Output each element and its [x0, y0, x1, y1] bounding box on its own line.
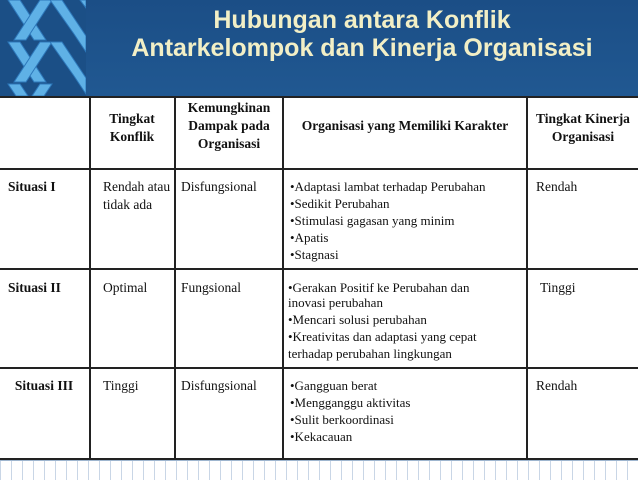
header-performance: Tingkat Kinerja Organisasi	[536, 111, 630, 144]
table-col-divider-4	[526, 96, 528, 460]
list-item: •Kreativitas dan adaptasi yang cepat	[288, 329, 477, 344]
row2-level: Optimal	[103, 280, 148, 295]
row3-level: Tinggi	[103, 378, 139, 393]
braid-decoration	[0, 0, 86, 96]
row1-impact: Disfungsional	[181, 179, 257, 194]
list-item: •Stimulasi gagasan yang minim	[290, 213, 455, 228]
table-col-divider-1	[89, 96, 91, 460]
list-item: •Mengganggu aktivitas	[290, 395, 411, 410]
row1-level: Rendah atau tidak ada	[103, 179, 171, 212]
table-border-top	[0, 96, 638, 98]
list-item: •Gerakan Positif ke Perubahan dan	[288, 280, 470, 295]
header-impact: Kemungkinan Dampak pada Organisasi	[187, 100, 271, 151]
bottom-pattern-strip	[0, 460, 638, 480]
list-item: •Kekacauan	[290, 429, 353, 444]
list-item: •Sulit berkoordinasi	[290, 412, 394, 427]
title-line-2: Antarkelompok dan Kinerja Organisasi	[131, 34, 593, 62]
list-item: inovasi perubahan	[288, 295, 383, 310]
row1-performance: Rendah	[536, 179, 578, 194]
row2-situation: Situasi II	[8, 280, 61, 295]
row3-situation: Situasi III	[14, 378, 74, 393]
list-item: •Stagnasi	[290, 247, 339, 262]
row3-impact: Disfungsional	[181, 378, 257, 393]
list-item: •Mencari solusi perubahan	[288, 312, 427, 327]
title-line-1: Hubungan antara Konflik	[213, 6, 511, 34]
row2-performance: Tinggi	[540, 280, 576, 295]
list-item: •Sedikit Perubahan	[290, 196, 390, 211]
row3-traits	[290, 377, 524, 445]
list-item: •Apatis	[290, 230, 329, 245]
row2-traits	[288, 281, 524, 362]
list-item: terhadap perubahan lingkungan	[288, 346, 452, 361]
table-divider-row2	[0, 367, 638, 369]
row3-performance: Rendah	[536, 378, 578, 393]
table-divider-row1	[0, 268, 638, 270]
slide-title	[86, 6, 638, 62]
row1-traits	[290, 178, 524, 263]
table-divider-header	[0, 168, 638, 170]
table-col-divider-3	[282, 96, 284, 460]
row2-impact: Fungsional	[181, 280, 242, 295]
row1-situation: Situasi I	[8, 179, 56, 194]
list-item: •Adaptasi lambat terhadap Perubahan	[290, 179, 486, 194]
table-col-divider-2	[174, 96, 176, 460]
header-level-conflict: Tingkat Konflik	[109, 111, 155, 144]
list-item: •Gangguan berat	[290, 378, 378, 393]
header-character: Organisasi yang Memiliki Karakter	[301, 118, 509, 133]
